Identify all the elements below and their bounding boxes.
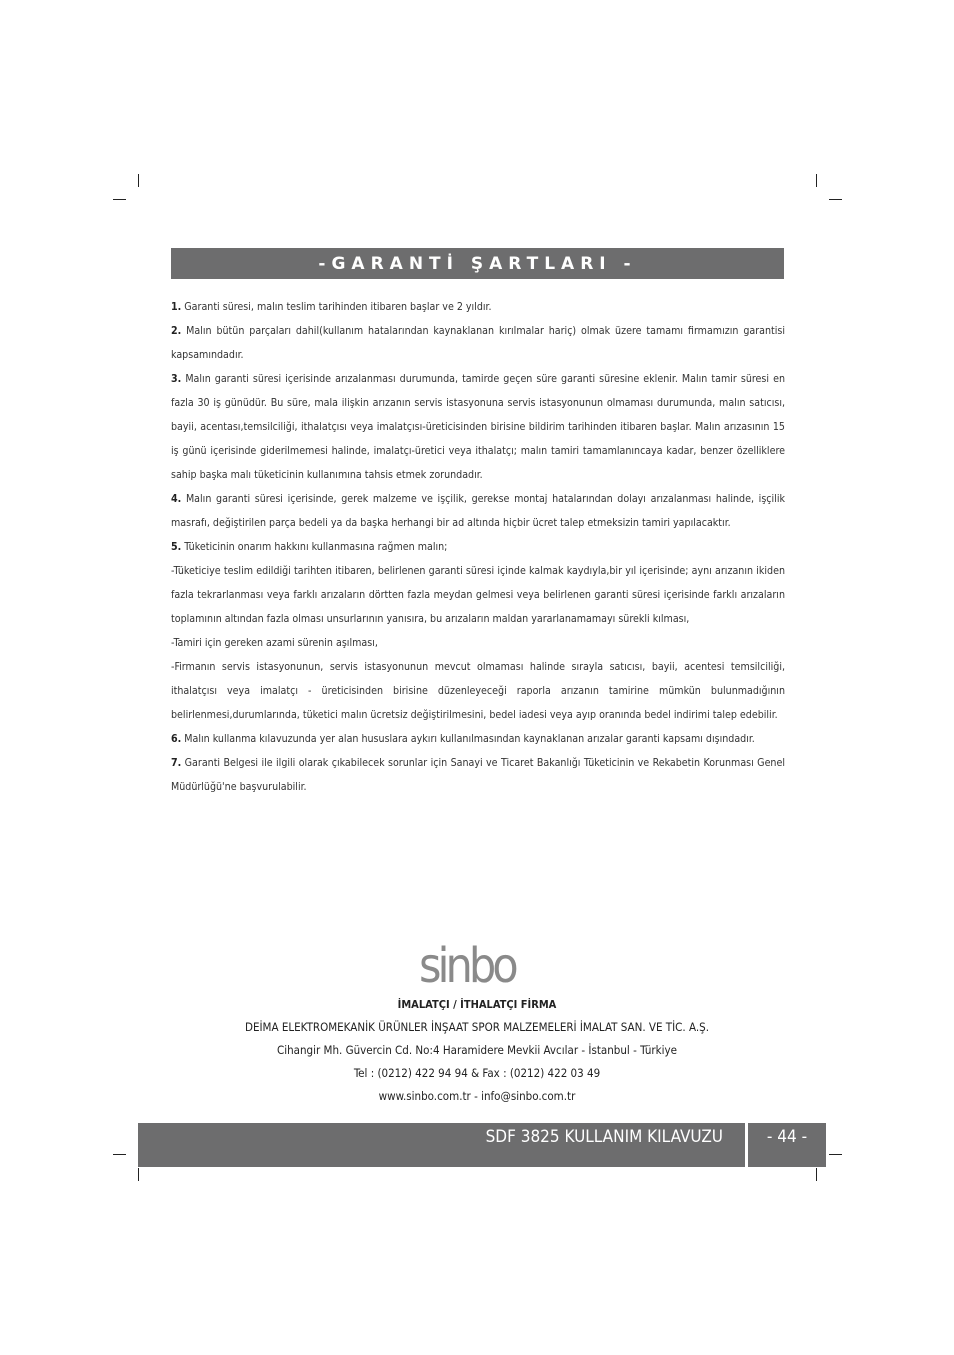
footer-bar [138,1123,745,1167]
company-phone: Tel : (0212) 422 94 94 & Fax : (0212) 422 03 49 [353,1066,601,1080]
crop-mark [829,199,842,200]
term-text: Tüketicinin onarım hakkını kullanmasına rağmen malın; [184,541,448,553]
term-text: Garanti süresi, malın teslim tarihinden itibaren başlar ve 2 yıldır. [184,301,492,313]
term-text: Malın garanti süresi içerisinde arızalanması durumunda, tamirde geçen süre garanti süresine eklenir. Malın tamir süresi en fazla 30 iş günüdür. Bu süre, mala ilişkin arızanın servis istasyonuna servis istasyonunun olmaması durumunda, malın satıcısı, bayii, acentası,temsilciliği, ithalatçısı veya imalatçısı-üreticisinden birisine bildirim tarihinden itibaren başlar. Malın arızasının 15 iş günü içerisinde giderilmemesi halinde, imalatçı-üretici veya ithalatçı; malın tamiri tamamlanıncaya kadar, benzer özelliklere sahip başka malı tüketicinin kullanımına tahsis etmek zorundadır. [171,373,785,481]
term-item [171,559,785,631]
term-number: 3. [171,373,182,385]
manual-title: SDF 3825 KULLANIM KILAVUZU [485,1127,723,1147]
term-text: Malın bütün parçaları dahil(kullanım hatalarından kaynaklanan kırılmalar hariç) olmak üzere tamamı firmamızın garantisi kapsamındadır. [171,325,785,361]
company-heading: İMALATÇI / İTHALATÇI FİRMA [397,998,557,1011]
sinbo-logo [417,938,537,990]
term-text: -Firmanın servis istasyonunun, servis istasyonunun mevcut olmaması halinde sırayla satıcısı, bayii, acentesi temsilciliği, ithalatçısı veya imalatçı - üreticisinden birisine düzenleyeceği raporla arızanın tamirine mümkün bulunmadığının belirlenmesi,durumlarında, tüketici malın ücretsiz değiştirilmesini, bedel iadesi veya ayıp oranında bedel indirimi talep edebilir. [171,661,785,721]
term-text: -Tüketiciye teslim edildiği tarihten itibaren, belirlenen garanti süresi içinde kalmak kaydıyla,bir yıl içerisinde; aynı arızanın ikiden fazla tekrarlanması veya farklı arızaların dörtten fazla meydan gelmesi veya belirlenen garanti süresi içerisinde farklı arızaların toplamının altından fazla olması unsurlarının yanısıra, bu arızaların maldan yararlanamamayı sürekli kılması, [171,565,785,625]
term-number: 2. [171,325,182,337]
term-item [171,319,785,367]
term-text: -Tamiri için gereken azami sürenin aşılması, [171,637,378,649]
term-item [171,655,785,727]
term-number: 5. [171,541,182,553]
company-address: Cihangir Mh. Güvercin Cd. No:4 Haramidere Mevkii Avcılar - İstanbul - Türkiye [276,1043,677,1057]
term-text: Malın garanti süresi içerisinde, gerek malzeme ve işçilik, gerekse montaj hatalarından dolayı arızalanması halinde, işçilik masrafı, değiştirilen parça bedeli ya da başka herhangi bir ad altında hiçbir ücret talep etmeksizin tamiri yapılacaktır. [171,493,785,529]
company-web: www.sinbo.com.tr - info@sinbo.com.tr [378,1089,576,1103]
term-item [171,727,785,751]
crop-mark [113,1154,126,1155]
warranty-terms [171,295,785,799]
page-title: -GARANTİ ŞARTLARI - [318,253,637,274]
term-number: 1. [171,301,182,313]
term-text: Malın kullanma kılavuzunda yer alan hususlara aykırı kullanılmasından kaynaklanan arızalar garanti kapsamı dışındadır. [184,733,755,745]
company-name: DEİMA ELEKTROMEKANİK ÜRÜNLER İNŞAAT SPOR MALZEMELERİ İMALAT SAN. VE TİC. A.Ş. [245,1020,709,1034]
term-item [171,751,785,799]
crop-mark [816,174,817,187]
crop-mark [816,1168,817,1181]
crop-mark [113,199,126,200]
term-number: 4. [171,493,182,505]
term-item [171,631,785,655]
page-number: - 44 - [766,1127,808,1147]
crop-mark [138,1168,139,1181]
term-item [171,535,785,559]
crop-mark [138,174,139,187]
term-number: 6. [171,733,182,745]
term-item [171,367,785,487]
logo-text: sinbo [419,938,515,990]
term-item [171,487,785,535]
page-number-box [748,1123,826,1167]
term-number: 7. [171,757,182,769]
term-text: Garanti Belgesi ile ilgili olarak çıkabilecek sorunlar için Sanayi ve Ticaret Bakanlığı Tüketicinin ve Rekabetin Korunması Genel Müdürlüğü'ne başvurulabilir. [171,757,785,793]
term-item [171,295,785,319]
title-bar [171,248,784,279]
crop-mark [829,1154,842,1155]
